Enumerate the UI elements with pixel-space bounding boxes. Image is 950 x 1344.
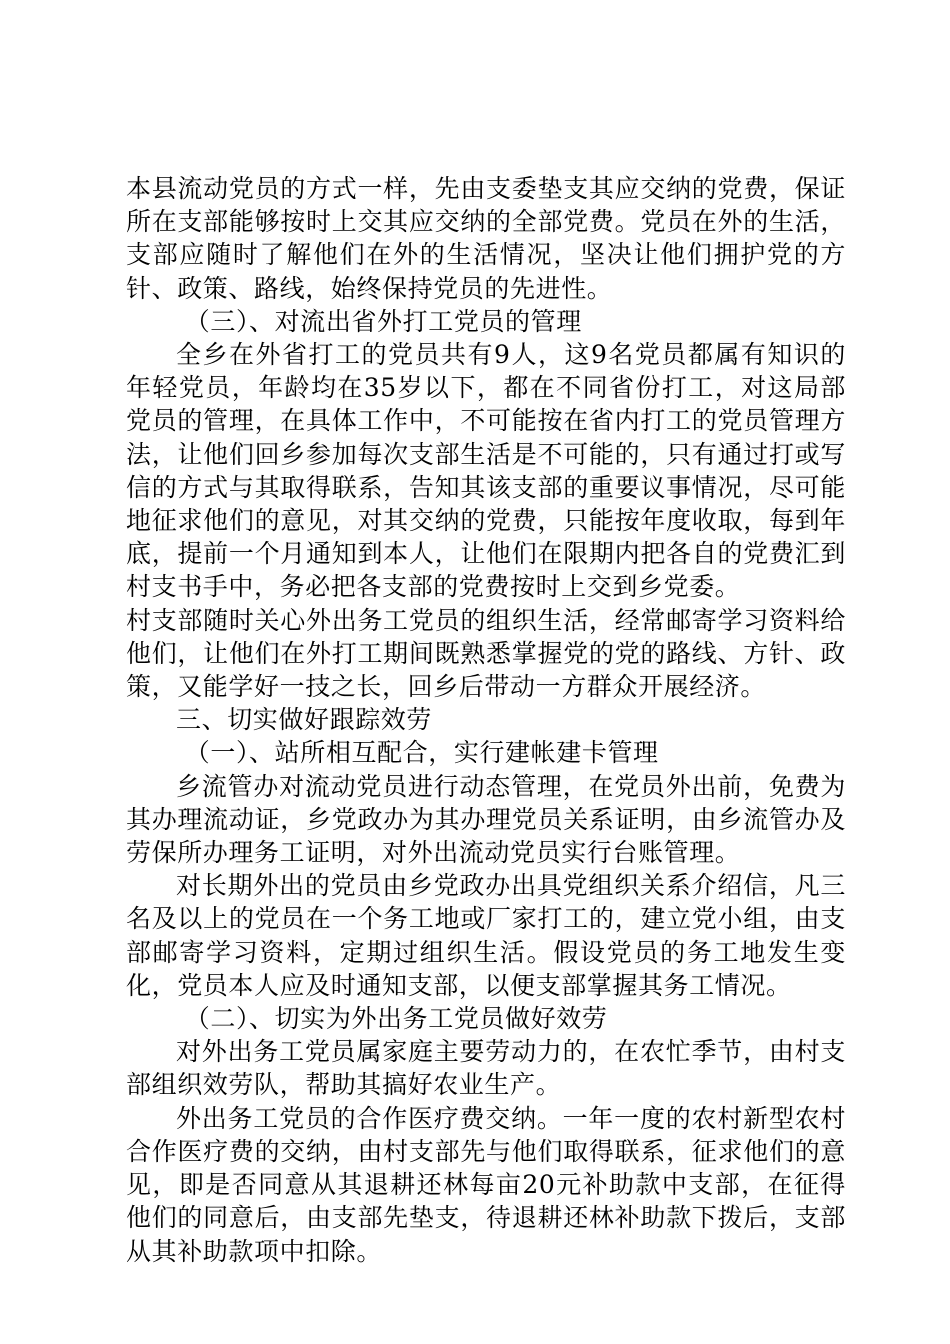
- document-body: [126, 172, 846, 1268]
- paragraph: 对长期外出的党员由乡党政办出具党组织关系介绍信，凡三名及以上的党员在一个务工地或厂家打工的，建立党小组，由支部邮寄学习资料，定期过组织生活。假设党员的务工地发生变化，党员本人应及时通知支部，以便支部掌握其务工情况。: [126, 871, 846, 1000]
- paragraph: 乡流管办对流动党员进行动态管理，在党员外出前，免费为其办理流动证，乡党政办为其办理党员关系证明，由乡流管办及劳保所办理务工证明，对外出流动党员实行台账管理。: [126, 771, 846, 868]
- paragraph-continuation: 本县流动党员的方式一样，先由支委垫支其应交纳的党费，保证所在支部能够按时上交其应交纳的全部党费。党员在外的生活，支部应随时了解他们在外的生活情况，坚决让他们拥护党的方针、政策、路线，始终保持党员的先进性。: [126, 174, 846, 303]
- subheading-section-2: （二）、切实为外出务工党员做好效劳: [184, 1004, 608, 1034]
- heading-part-3: 三、切实做好跟踪效劳: [176, 705, 433, 735]
- paragraph: 全乡在外省打工的党员共有9人，这9名党员都属有知识的年轻党员，年龄均在35岁以下，都在不同省份打工，对这局部党员的管理，在具体工作中，不可能按在省内打工的党员管理方法，让他们回乡参加每次支部生活是不可能的，只有通过打或写信的方式与其取得联系，告知其该支部的重要议事情况，尽可能地征求他们的意见，对其交纳的党费，只能按年度收取，每到年底，提前一个月通知到本人，让他们在限期内把各自的党费汇到村支书手中，务必把各支部的党费按时上交到乡党委。: [126, 340, 846, 602]
- subheading-section-3: （三）、对流出省外打工党员的管理: [184, 306, 582, 336]
- paragraph: 对外出务工党员属家庭主要劳动力的，在农忙季节，由村支部组织效劳队，帮助其搞好农业生产。: [126, 1037, 846, 1100]
- paragraph-continuation: 村支部随时关心外出务工党员的组织生活，经常邮寄学习资料给他们，让他们在外打工期间既熟悉掌握党的党的路线、方针、政策，又能学好一技之长，回乡后带动一方群众开展经济。: [126, 605, 846, 702]
- subheading-section-1: （一）、站所相互配合，实行建帐建卡管理: [184, 738, 659, 768]
- paragraph: 外出务工党员的合作医疗费交纳。一年一度的农村新型农村合作医疗费的交纳，由村支部先与他们取得联系，征求他们的意见，即是否同意从其退耕还林每亩20元补助款中支部，在征得他们的同意后，由支部先垫支，待退耕还林补助款下拨后，支部从其补助款项中扣除。: [126, 1103, 846, 1266]
